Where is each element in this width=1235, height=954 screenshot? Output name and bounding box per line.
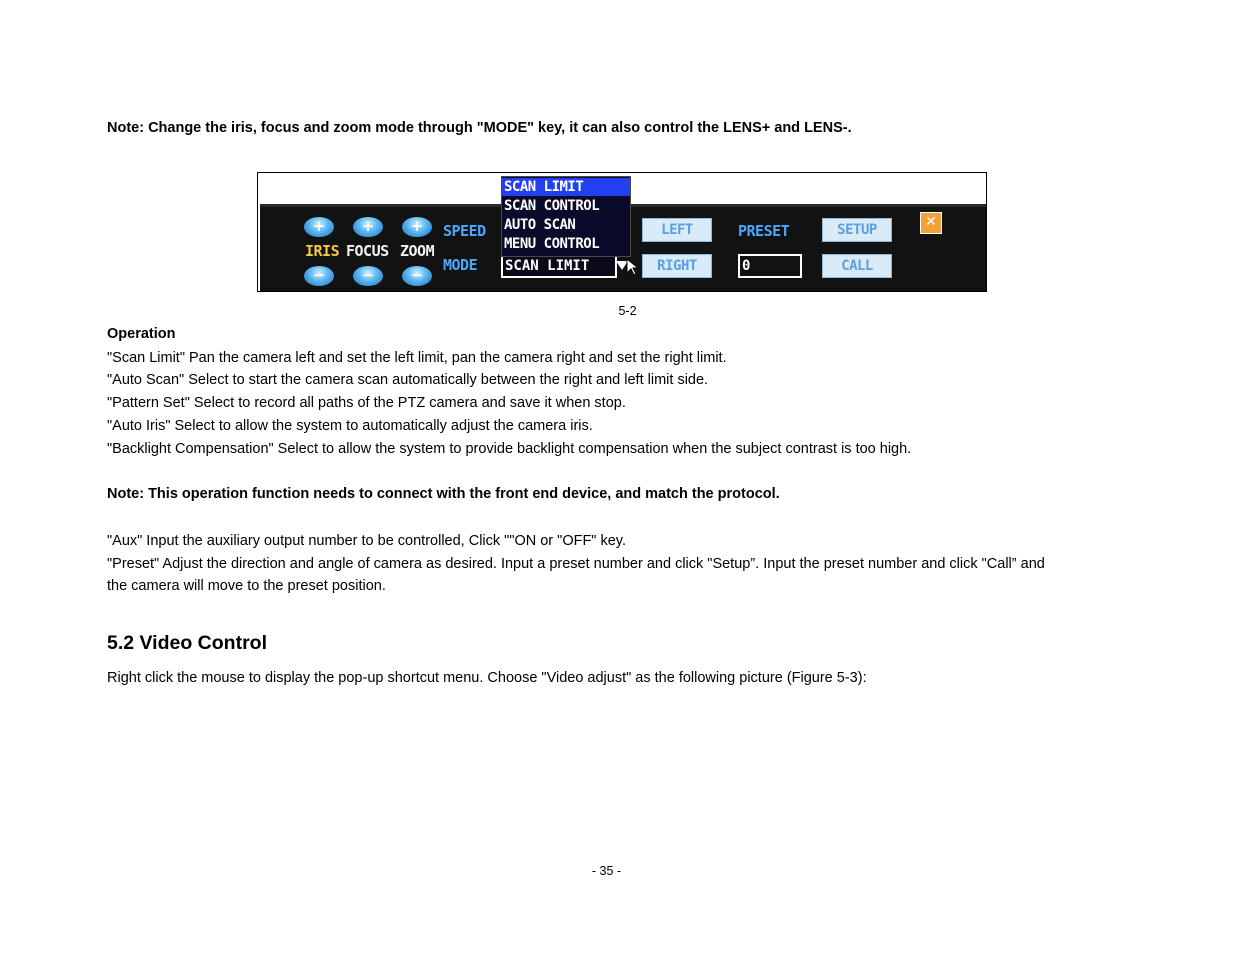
minus-icon: − <box>361 266 375 284</box>
note-protocol: Note: This operation function needs to connect with the front end device, and match the protocol. <box>107 486 780 502</box>
mouse-cursor-icon <box>626 258 640 276</box>
minus-icon: − <box>312 266 326 284</box>
plus-icon: + <box>410 217 424 235</box>
right-button[interactable]: RIGHT <box>642 254 712 278</box>
mode-option-menu-control[interactable]: MENU CONTROL <box>504 236 600 252</box>
zoom-minus-button[interactable] <box>402 266 432 286</box>
setup-button[interactable]: SETUP <box>822 218 892 242</box>
iris-minus-button[interactable] <box>304 266 334 286</box>
focus-plus-button[interactable] <box>353 217 383 237</box>
plus-icon: + <box>312 217 326 235</box>
mode-dropdown-list <box>501 176 631 257</box>
close-icon[interactable]: ✕ <box>920 212 942 234</box>
mode-select[interactable]: SCAN LIMIT <box>501 254 617 278</box>
mode-label: MODE <box>443 256 478 274</box>
operation-line-backlight: "Backlight Compensation" Select to allow the system to provide backlight compensation when the subject contrast is too high. <box>107 441 912 457</box>
page-number: - 35 - <box>591 864 622 878</box>
preset-label: PRESET <box>738 222 790 240</box>
zoom-label: ZOOM <box>400 242 435 260</box>
preset-line-2: the camera will move to the preset position. <box>107 578 386 594</box>
zoom-plus-button[interactable] <box>402 217 432 237</box>
speed-label: SPEED <box>443 222 486 240</box>
mode-option-scan-limit[interactable]: SCAN LIMIT <box>502 178 630 196</box>
plus-icon: + <box>361 217 375 235</box>
iris-label: IRIS <box>305 242 340 260</box>
operation-line-scan-limit: "Scan Limit" Pan the camera left and set the left limit, pan the camera right and set the right limit. <box>107 350 727 366</box>
operation-line-pattern-set: "Pattern Set" Select to record all paths of the PTZ camera and save it when stop. <box>107 395 626 411</box>
focus-label: FOCUS <box>346 242 389 260</box>
section-body: Right click the mouse to display the pop-up shortcut menu. Choose "Video adjust" as the following picture (Figure 5-3): <box>107 670 867 686</box>
iris-plus-button[interactable] <box>304 217 334 237</box>
section-title: 5.2 Video Control <box>107 632 267 654</box>
figure-caption: 5-2 <box>618 304 637 318</box>
mode-option-auto-scan[interactable]: AUTO SCAN <box>504 217 576 233</box>
preset-input[interactable]: 0 <box>738 254 802 278</box>
operation-heading: Operation <box>107 326 176 342</box>
mode-option-scan-control[interactable]: SCAN CONTROL <box>504 198 600 214</box>
note-mode: Note: Change the iris, focus and zoom mode through "MODE" key, it can also control the LENS+ and LENS-. <box>107 120 852 136</box>
call-button[interactable]: CALL <box>822 254 892 278</box>
left-button[interactable]: LEFT <box>642 218 712 242</box>
operation-line-auto-iris: "Auto Iris" Select to allow the system to automatically adjust the camera iris. <box>107 418 593 434</box>
minus-icon: − <box>410 266 424 284</box>
operation-line-auto-scan: "Auto Scan" Select to start the camera scan automatically between the right and left limit side. <box>107 372 709 388</box>
focus-minus-button[interactable] <box>353 266 383 286</box>
aux-line: "Aux" Input the auxiliary output number to be controlled, Click ""ON or "OFF" key. <box>107 533 626 549</box>
ptz-control-figure <box>257 172 987 292</box>
preset-line-1: "Preset" Adjust the direction and angle of camera as desired. Input a preset number and click "Setup”. Input the preset number and click "Call” and <box>107 556 1045 572</box>
